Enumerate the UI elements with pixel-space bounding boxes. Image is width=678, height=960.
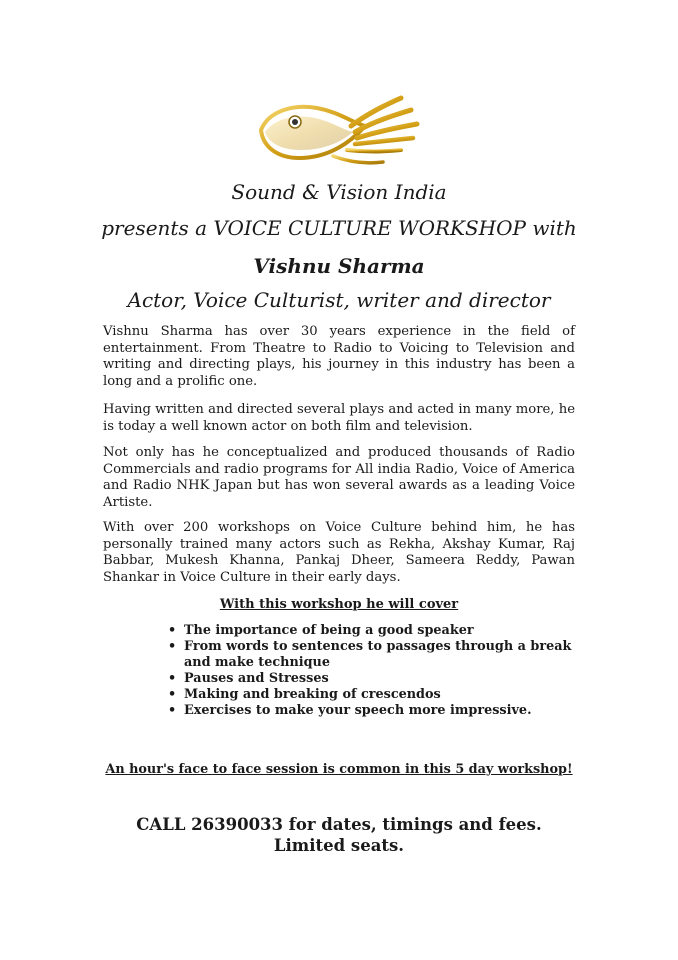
topic-text: From words to sentences to passages through a break and make technique [184,639,572,670]
bio-paragraph-2: Having written and directed several plays and acted in many more, he is today a well known actor on both film and television. [103,402,575,434]
workshop-title: presents a VOICE CULTURE WORKSHOP with [101,216,577,240]
topic-text: Exercises to make your speech more impressive. [184,703,532,718]
workshop-topics-list [168,623,588,719]
bullet-icon: • [168,703,177,718]
topic-text: The importance of being a good speaker [184,623,474,638]
bio-paragraph-3: Not only has he conceptualized and produced thousands of Radio Commercials and radio programs for All india Radio, Voice of America and Radio NHK Japan but has won several awards as a leading Voice Artiste. [103,445,575,510]
list-item [168,639,588,671]
presenter-role: Actor, Voice Culturist, writer and director [127,288,551,312]
presenter-name: Vishnu Sharma [253,254,425,278]
list-item [168,687,588,703]
bio-paragraph-1: Vishnu Sharma has over 30 years experience in the field of entertainment. From Theatre to Radio to Voicing to Television and writing and directing plays, his journey in this industry has been a long and a prolific one. [103,324,575,389]
session-note: An hour's face to face session is common in this 5 day workshop! [105,762,573,777]
organization-name: Sound & Vision India [231,180,447,204]
topic-text: Pauses and Stresses [184,671,329,686]
golden-bird-logo-icon [255,92,425,172]
workshop-cover-heading: With this workshop he will cover [219,597,459,612]
bio-paragraph-4: With over 200 workshops on Voice Culture behind him, he has personally trained many actors such as Rekha, Akshay Kumar, Raj Babbar, Mukesh Khanna, Pankaj Dheer, Sameera Reddy, Pawan Shankar in Voice Culture in their early days. [103,520,575,585]
bullet-icon: • [168,623,177,638]
bullet-icon: • [168,687,177,702]
call-to-action: CALL 26390033 for dates, timings and fees. Limited seats. [136,815,542,855]
list-item [168,671,588,687]
topic-text: Making and breaking of crescendos [184,687,441,702]
list-item [168,703,588,719]
bullet-icon: • [168,671,177,686]
bullet-icon: • [168,639,177,654]
list-item [168,623,588,639]
